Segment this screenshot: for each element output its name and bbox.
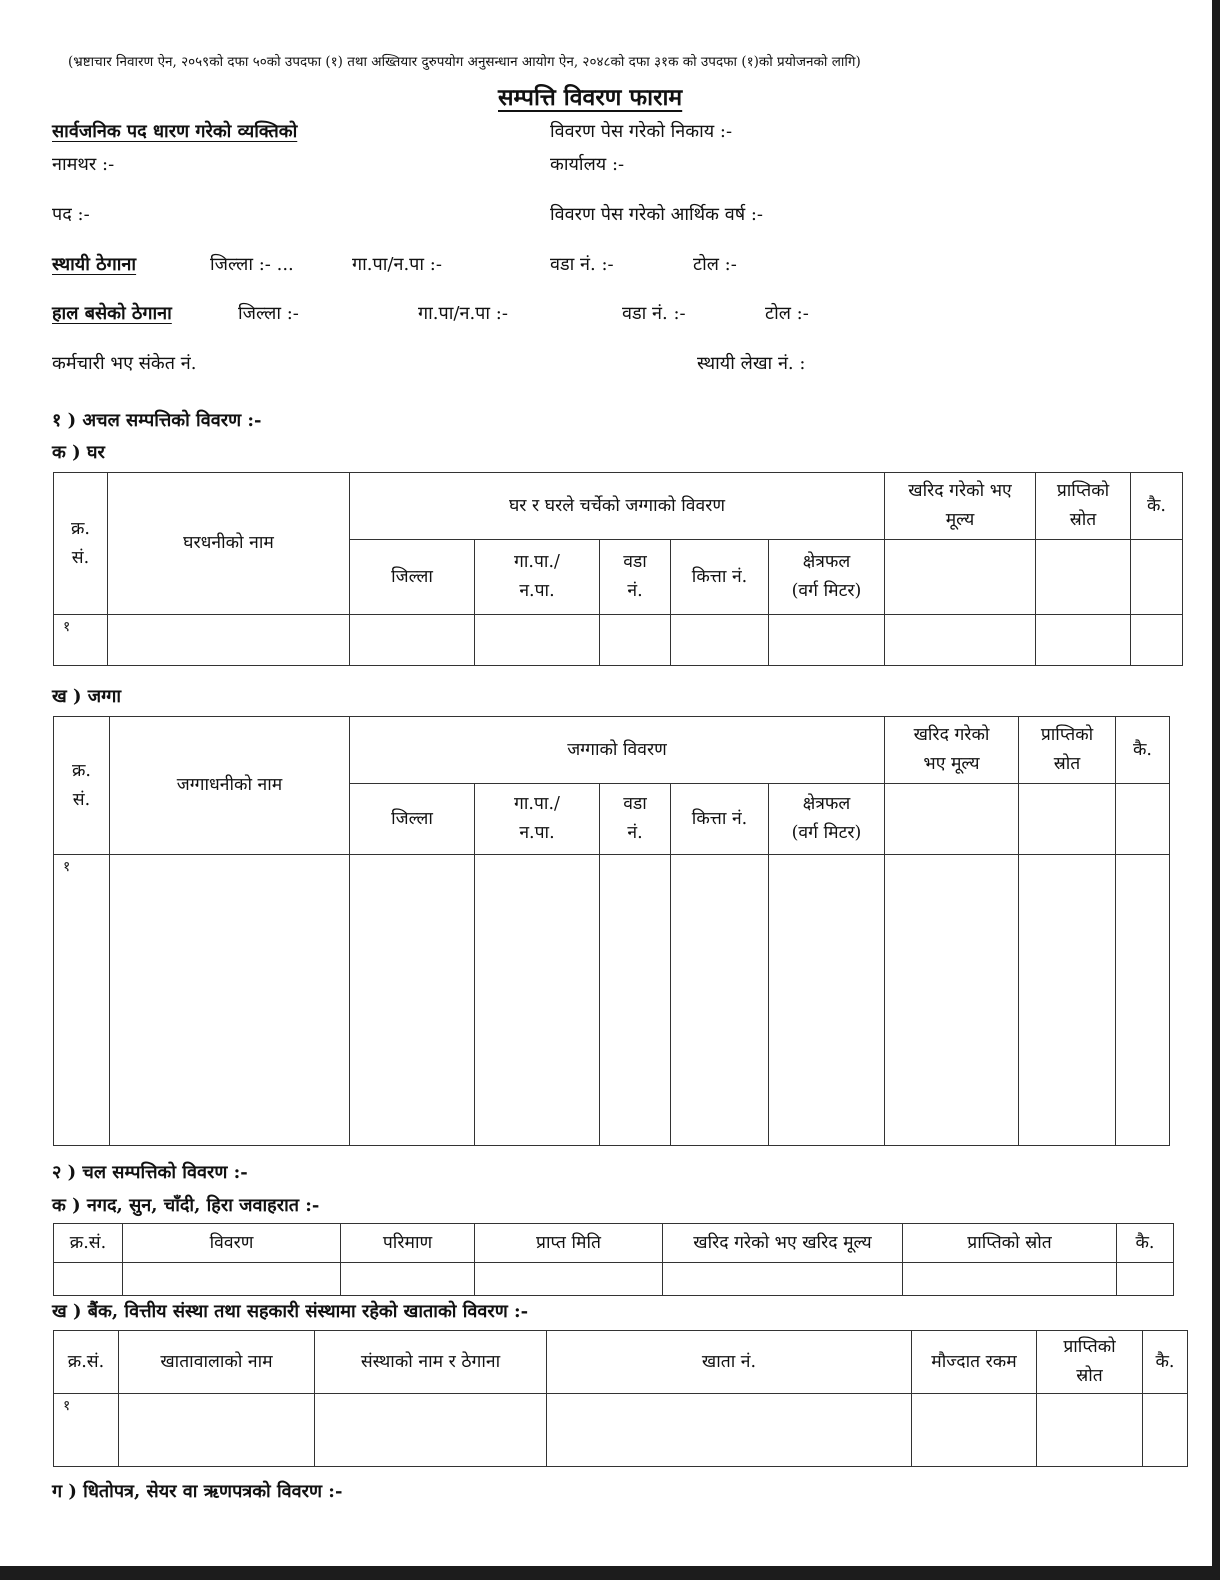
land-row-sn: १ xyxy=(54,855,110,1146)
land-row-remarks-cell[interactable] xyxy=(1116,855,1170,1146)
house-sn-header: क्र. सं. xyxy=(54,473,108,615)
land-value-cell[interactable] xyxy=(885,784,1019,855)
bank-remarks-header: कै. xyxy=(1143,1331,1188,1394)
cash-source-cell[interactable] xyxy=(903,1263,1117,1296)
bank-table xyxy=(53,1330,1188,1467)
bank-remarks-cell[interactable] xyxy=(1143,1394,1188,1467)
cash-purchase-value-header: खरिद गरेको भए खरिद मूल्य xyxy=(663,1224,903,1263)
cash-sn-header: क्र.सं. xyxy=(54,1224,123,1263)
land-area-header: क्षेत्रफल (वर्ग मिटर) xyxy=(769,784,885,855)
land-sn-header: क्र. सं. xyxy=(54,717,110,855)
bank-holder-cell[interactable] xyxy=(119,1394,315,1467)
land-area-cell[interactable] xyxy=(769,855,885,1146)
land-municipality-header: गा.पा./ न.पा. xyxy=(475,784,600,855)
land-source-header: प्राप्तिको स्रोत xyxy=(1019,717,1116,784)
house-district-cell[interactable] xyxy=(350,615,475,666)
current-ward: वडा नं. :- xyxy=(622,303,686,324)
land-owner-cell[interactable] xyxy=(110,855,350,1146)
house-plot-cell[interactable] xyxy=(671,615,769,666)
permanent-tole: टोल :- xyxy=(693,254,737,275)
house-source-cell[interactable] xyxy=(1036,540,1131,615)
table-row xyxy=(54,855,1170,1146)
house-plot-header: कित्ता नं. xyxy=(671,540,769,615)
pan-label: स्थायी लेखा नं. : xyxy=(697,353,806,374)
table-row xyxy=(54,615,1183,666)
cash-heading: क ) नगद, सुन, चाँदी, हिरा जवाहरात :- xyxy=(52,1195,320,1216)
house-value-cell[interactable] xyxy=(885,540,1036,615)
house-municipality-cell[interactable] xyxy=(475,615,600,666)
house-heading: क ) घर xyxy=(52,442,105,463)
submitting-body-label: विवरण पेस गरेको निकाय :- xyxy=(550,121,733,142)
land-district-header: जिल्ला xyxy=(350,784,475,855)
land-table xyxy=(53,716,1170,1146)
land-ward-header: वडा नं. xyxy=(600,784,671,855)
bank-holder-header: खातावालाको नाम xyxy=(119,1331,315,1394)
land-ward-cell[interactable] xyxy=(600,855,671,1146)
land-plot-header: कित्ता नं. xyxy=(671,784,769,855)
page-edge-right xyxy=(1212,0,1220,1580)
house-owner-header: घरधनीको नाम xyxy=(108,473,350,615)
land-details-group-header: जग्गाको विवरण xyxy=(350,717,885,784)
section1-heading: १ ) अचल सम्पत्तिको विवरण :- xyxy=(52,410,262,431)
house-ward-header: वडा नं. xyxy=(600,540,671,615)
house-row-value-cell[interactable] xyxy=(885,615,1036,666)
land-remarks-header: कै. xyxy=(1116,717,1170,784)
table-row xyxy=(54,1394,1188,1467)
land-plot-cell[interactable] xyxy=(671,855,769,1146)
cash-quantity-cell[interactable] xyxy=(341,1263,475,1296)
house-row-sn: १ xyxy=(54,615,108,666)
cash-remarks-cell[interactable] xyxy=(1117,1263,1174,1296)
land-heading: ख ) जग्गा xyxy=(52,686,121,707)
act-reference: (भ्रष्टाचार निवारण ऐन, २०५९को दफा ५०को उपदफा (१) तथा अख्तियार दुरुपयोग अनुसन्धान आयोग ऐन, २०४८को दफा ३१क को उपदफा (१)को प्रयोजनको लागि) xyxy=(68,54,861,70)
office-label: कार्यालय :- xyxy=(550,154,625,175)
current-municipality: गा.पा/न.पा :- xyxy=(418,303,508,324)
cash-quantity-header: परिमाण xyxy=(341,1224,475,1263)
cash-description-cell[interactable] xyxy=(123,1263,341,1296)
land-district-cell[interactable] xyxy=(350,855,475,1146)
employee-code-label: कर्मचारी भए संकेत नं. xyxy=(52,353,197,374)
land-row-value-cell[interactable] xyxy=(885,855,1019,1146)
house-area-header: क्षेत्रफल (वर्ग मिटर) xyxy=(769,540,885,615)
house-owner-cell[interactable] xyxy=(108,615,350,666)
land-municipality-cell[interactable] xyxy=(475,855,600,1146)
cash-received-date-cell[interactable] xyxy=(475,1263,663,1296)
permanent-municipality: गा.पा/न.पा :- xyxy=(352,254,442,275)
house-value-header: खरिद गरेको भए मूल्य xyxy=(885,473,1036,540)
bank-row-sn: १ xyxy=(54,1394,119,1467)
house-remarks-header: कै. xyxy=(1131,473,1183,540)
house-municipality-header: गा.पा./ न.पा. xyxy=(475,540,600,615)
house-district-header: जिल्ला xyxy=(350,540,475,615)
cash-purchase-value-cell[interactable] xyxy=(663,1263,903,1296)
cash-remarks-header: कै. xyxy=(1117,1224,1174,1263)
bank-account-no-cell[interactable] xyxy=(547,1394,912,1467)
bank-heading: ख ) बैंक, वित्तीय संस्था तथा सहकारी संस्थामा रहेको खाताको विवरण :- xyxy=(52,1301,529,1322)
bank-sn-header: क्र.सं. xyxy=(54,1331,119,1394)
permanent-ward: वडा नं. :- xyxy=(550,254,614,275)
current-address-heading: हाल बसेको ठेगाना xyxy=(52,303,172,324)
cash-source-header: प्राप्तिको स्रोत xyxy=(903,1224,1117,1263)
house-ward-cell[interactable] xyxy=(600,615,671,666)
bank-account-no-header: खाता नं. xyxy=(547,1331,912,1394)
section2-heading: २ ) चल सम्पत्तिको विवरण :- xyxy=(52,1162,248,1183)
house-source-header: प्राप्तिको स्रोत xyxy=(1036,473,1131,540)
land-row-source-cell[interactable] xyxy=(1019,855,1116,1146)
cash-description-header: विवरण xyxy=(123,1224,341,1263)
house-row-source-cell[interactable] xyxy=(1036,615,1131,666)
land-remarks-cell[interactable] xyxy=(1116,784,1170,855)
land-source-cell[interactable] xyxy=(1019,784,1116,855)
bank-balance-cell[interactable] xyxy=(912,1394,1037,1467)
land-owner-header: जग्गाधनीको नाम xyxy=(110,717,350,855)
house-remarks-cell[interactable] xyxy=(1131,540,1183,615)
bank-source-header: प्राप्तिको स्रोत xyxy=(1037,1331,1143,1394)
form-title: सम्पत्ति विवरण फाराम xyxy=(498,84,683,111)
post-label: पद :- xyxy=(52,204,90,225)
fiscal-year-label: विवरण पेस गरेको आर्थिक वर्ष :- xyxy=(550,204,763,225)
current-tole: टोल :- xyxy=(765,303,809,324)
permanent-address-heading: स्थायी ठेगाना xyxy=(52,254,137,275)
name-label: नामथर :- xyxy=(52,154,115,175)
bank-balance-header: मौज्दात रकम xyxy=(912,1331,1037,1394)
cash-sn-cell[interactable] xyxy=(54,1263,123,1296)
permanent-district: जिल्ला :- ... xyxy=(210,254,294,275)
house-area-cell[interactable] xyxy=(769,615,885,666)
public-office-holder-heading: सार्वजनिक पद धारण गरेको व्यक्तिको xyxy=(52,121,298,142)
bank-institution-header: संस्थाको नाम र ठेगाना xyxy=(315,1331,547,1394)
house-row-remarks-cell[interactable] xyxy=(1131,615,1183,666)
bank-institution-cell[interactable] xyxy=(315,1394,547,1467)
cash-received-date-header: प्राप्त मिति xyxy=(475,1224,663,1263)
house-details-group-header: घर र घरले चर्चेको जग्गाको विवरण xyxy=(350,473,885,540)
current-district: जिल्ला :- xyxy=(238,303,299,324)
table-row xyxy=(54,1263,1174,1296)
securities-heading: ग ) धितोपत्र, सेयर वा ऋणपत्रको विवरण :- xyxy=(52,1481,343,1502)
bank-source-cell[interactable] xyxy=(1037,1394,1143,1467)
cash-table xyxy=(53,1223,1174,1296)
house-table xyxy=(53,472,1183,666)
page-edge-bottom xyxy=(0,1566,1220,1580)
land-value-header: खरिद गरेको भए मूल्य xyxy=(885,717,1019,784)
